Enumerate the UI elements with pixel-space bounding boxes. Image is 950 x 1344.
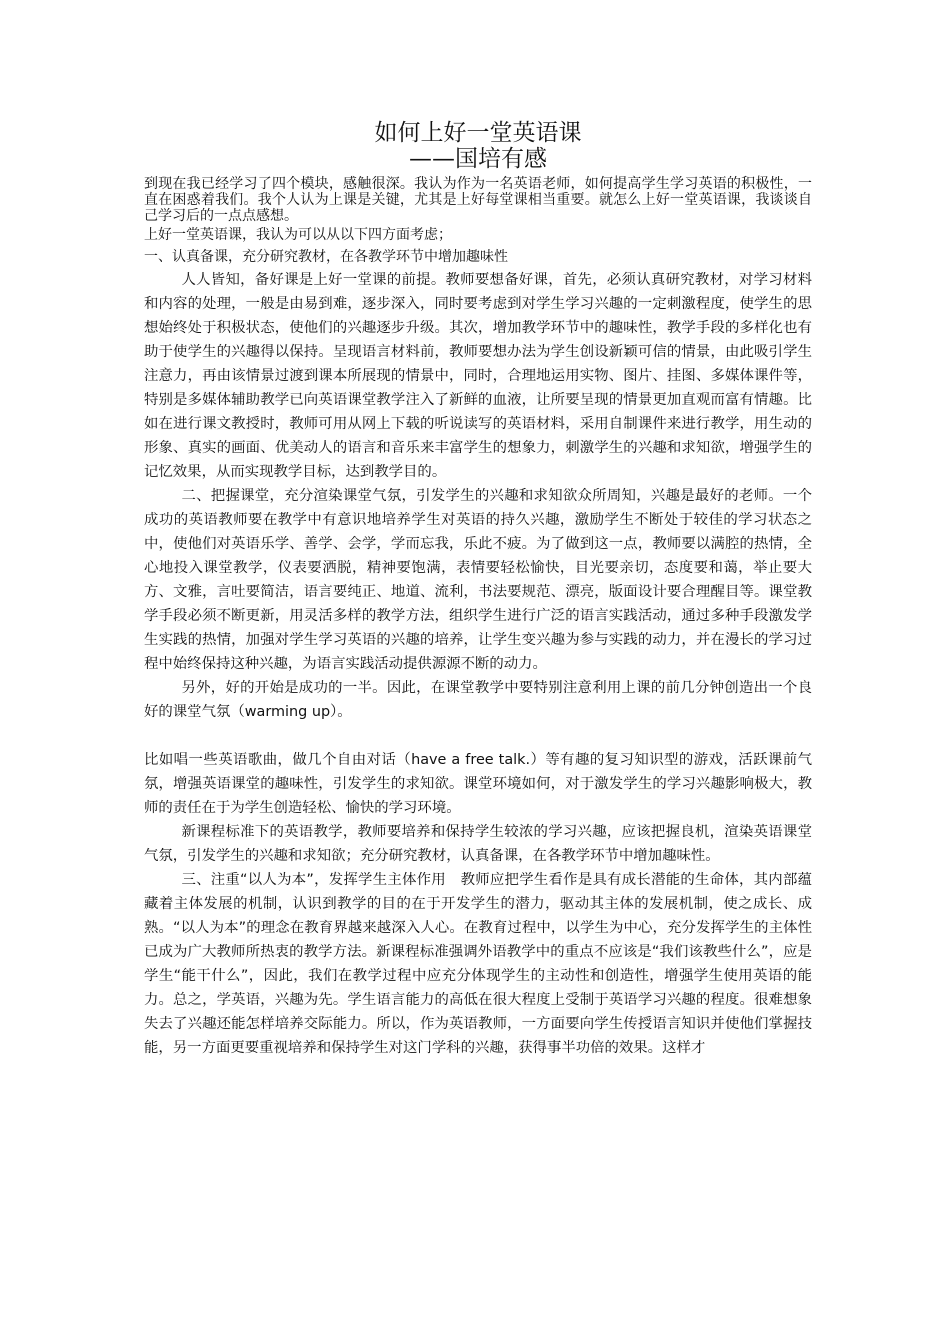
body-paragraph-5: 新课程标准下的英语教学，教师要培养和保持学生较浓的学习兴趣，应该把握良机，渲染英语课堂气氛，引发学生的兴趣和求知欲；充分研究教材，认真备课，在各教学环节中增加趣味性。 <box>144 824 812 864</box>
body-paragraph-1: 人人皆知，备好课是上好一堂课的前提。教师要想备好课，首先，必须认真研究教材，对学习材料和内容的处理，一般是由易到难，逐步深入，同时要考虑到对学生学习兴趣的一定刺激程度，使学生的思想始终处于积极状态，使他们的兴趣逐步升级。其次，增加教学环节中的趣味性，教学手段的多样化也有助于使学生的兴趣得以保持。呈现语言材料前，教师要想办法为学生创设新颖可信的情景，由此吸引学生注意力，再由该情景过渡到课本所展现的情景中，同时，合理地运用实物、图片、挂图、多媒体课件等，特别是多媒体辅助教学已向英语课堂教学注入了新鲜的血液，让所要呈现的情景更加直观而富有情趣。比如在进行课文教授时，教师可用从网上下载的听说读写的英语材料，采用自制课件来进行教学，用生动的形象、真实的画面、优美动人的语言和音乐来丰富学生的想象力，刺激学生的兴趣和求知欲，增强学生的记忆效果，从而实现教学目标，达到教学目的。 <box>144 272 812 480</box>
document-subtitle: ——国培有感 <box>409 146 547 172</box>
body-paragraph-2: 二、把握课堂，充分渲染课堂气氛，引发学生的兴趣和求知欲众所周知，兴趣是最好的老师。一个成功的英语教师要在教学中有意识地培养学生对英语的持久兴趣，激励学生不断处于较佳的学习状态之中，使他们对英语乐学、善学、会学，学而忘我，乐此不疲。为了做到这一点，教师要以满腔的热情，全心地投入课堂教学，仪表要洒脱，精神要饱满，表情要轻松愉快，目光要亲切，态度要和蔼，举止要大方、文雅，言吐要简洁，语言要纯正、地道、流利，书法要规范、漂亮，版面设计要合理醒目等。课堂教学手段必须不断更新，用灵活多样的教学方法，组织学生进行广泛的语言实践活动，通过多种手段激发学生实践的热情，加强对学生学习英语的兴趣的培养，让学生变兴趣为参与实践的动力，并在漫长的学习过程中始终保持这种兴趣，为语言实践活动提供源源不断的动力。 <box>144 488 812 672</box>
document-page <box>144 120 812 1060</box>
blank-line <box>144 724 812 748</box>
intro-paragraph: 到现在我已经学习了四个模块，感触很深。我认为作为一名英语老师，如何提高学生学习英语的积极性，一直在困惑着我们。我个人认为上课是关键，尤其是上好每堂课相当重要。就怎么上好一堂英语课，我谈谈自己学习后的一点点感想。 <box>144 176 812 224</box>
body-paragraph-6: 三、注重“以人为本”，发挥学生主体作用 教师应把学生看作是具有成长潜能的生命体，其内部蕴藏着主体发展的机制，认识到教学的目的在于开发学生的潜力，驱动其主体的发展机制，使之成长、成熟。“以人为本”的理念在教育界越来越深入人心。在教育过程中，以学生为中心，充分发挥学生的主体性已成为广大教师所热衷的教学方法。新课程标准强调外语教学中的重点不应该是“我们该教些什么”，应是学生“能干什么”，因此，我们在教学过程中应充分体现学生的主动性和创造性，增强学生使用英语的能力。总之，学英语，兴趣为先。学生语言能力的高低在很大程度上受制于英语学习兴趣的程度。很难想象失去了兴趣还能怎样培养交际能力。所以，作为英语教师，一方面要向学生传授语言知识并使他们掌握技能，另一方面更要重视培养和保持学生对这门学科的兴趣，获得事半功倍的效果。这样才 <box>144 872 812 1056</box>
document-title: 如何上好一堂英语课 <box>374 120 582 146</box>
body-paragraph-4: 比如唱一些英语歌曲，做几个自由对话（have a free talk.）等有趣的复习知识型的游戏，活跃课前气氛，增强英语课堂的趣味性，引发学生的求知欲。课堂环境如何，对于激发学生的学习兴趣影响极大，教师的责任在于为学生创造轻松、愉快的学习环境。 <box>144 752 812 816</box>
lead-line: 上好一堂英语课，我认为可以从以下四方面考虑； <box>144 227 452 243</box>
body-paragraph-3: 另外，好的开始是成功的一半。因此，在课堂教学中要特别注意利用上课的前几分钟创造出一个良好的课堂气氛（warming up）。 <box>144 680 812 720</box>
section-heading-1: 一、认真备课，充分研究教材，在各教学环节中增加趣味性 <box>144 249 508 265</box>
